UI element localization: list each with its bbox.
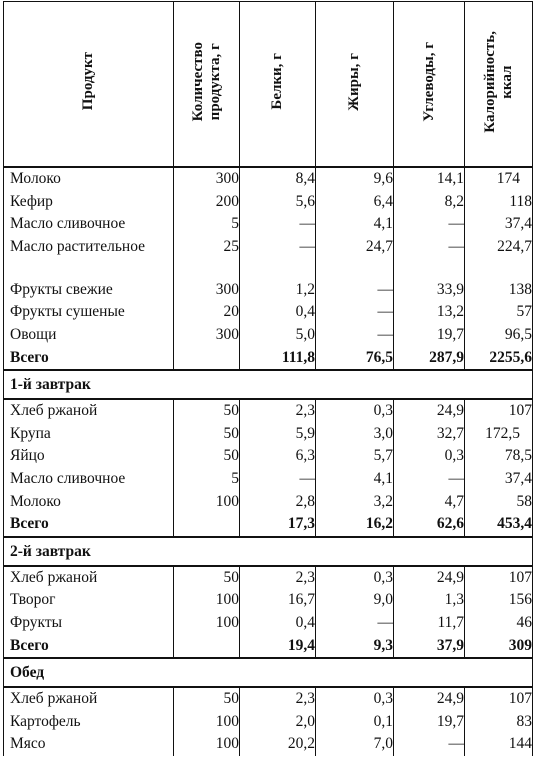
cell-calories: 57 [465, 301, 533, 324]
cell-carbs: 1,3 [394, 589, 465, 612]
cell-carbs: 37,9 [394, 635, 465, 659]
cell-fat: 0,1 [316, 711, 394, 734]
cell-fat: 16,2 [316, 513, 394, 537]
cell-protein: — [240, 213, 316, 236]
cell-product: Хлеб ржаной [4, 687, 174, 711]
header-fat [316, 2, 394, 168]
cell-calories: 138 [465, 279, 533, 302]
cell-protein: 5,0 [240, 324, 316, 347]
cell-product: Мясо [4, 733, 174, 756]
cell-protein: 2,8 [240, 491, 316, 514]
header-quantity-label [190, 42, 224, 121]
cell-fat: 7,0 [316, 733, 394, 756]
header-calories-line2: ккал [498, 64, 515, 99]
cell-calories: 118 [465, 191, 533, 214]
table-row [4, 399, 533, 423]
cell-product: Творог [4, 589, 174, 612]
cell-calories: 83 [465, 711, 533, 734]
header-carbs-label: Углеводы, г [420, 41, 437, 122]
cell-carbs: 19,7 [394, 324, 465, 347]
header-fat-label: Жиры, г [346, 52, 362, 111]
cell-total-label: Всего [4, 347, 174, 371]
header-product [4, 2, 174, 168]
cell-calories: 58 [465, 491, 533, 514]
table-row [4, 423, 533, 446]
header-row [4, 2, 533, 168]
header-protein-label: Белки, г [269, 53, 285, 110]
table-row [4, 213, 533, 236]
table-row [4, 589, 533, 612]
cell-carbs: 8,2 [394, 191, 465, 214]
cell-protein: 2,3 [240, 399, 316, 423]
cell-carbs: 13,2 [394, 301, 465, 324]
cell-quantity: 100 [174, 612, 240, 635]
cell-product: Овощи [4, 324, 174, 347]
cell-fat: 6,4 [316, 191, 394, 214]
cell-quantity [174, 635, 240, 659]
cell-quantity: 20 [174, 301, 240, 324]
cell-fat: 76,5 [316, 347, 394, 371]
cell-carbs: 33,9 [394, 279, 465, 302]
cell-calories: 172,5 [465, 423, 533, 446]
cell-carbs: — [394, 468, 465, 491]
cell-protein: 17,3 [240, 513, 316, 537]
table-row [4, 711, 533, 734]
cell-carbs: 24,9 [394, 687, 465, 711]
cell-product: Молоко [4, 491, 174, 514]
section-row [4, 370, 533, 399]
cell-quantity: 50 [174, 566, 240, 590]
cell-quantity: 300 [174, 167, 240, 191]
cell-carbs: 32,7 [394, 423, 465, 446]
cell-quantity: 50 [174, 445, 240, 468]
cell-carbs: — [394, 213, 465, 236]
cell-calories: 2255,6 [465, 347, 533, 371]
cell-calories: 224,7 [465, 236, 533, 279]
cell-carbs: 62,6 [394, 513, 465, 537]
table-row [4, 324, 533, 347]
cell-carbs: — [394, 236, 465, 279]
cell-protein: 6,3 [240, 445, 316, 468]
cell-carbs: 19,7 [394, 711, 465, 734]
total-row [4, 513, 533, 537]
cell-protein: — [240, 236, 316, 279]
cell-quantity: 5 [174, 213, 240, 236]
cell-fat: — [316, 279, 394, 302]
cell-product: Масло сливочное [4, 468, 174, 491]
header-product-label: Продукт [80, 52, 96, 111]
header-quantity-line2: продукта, г [206, 42, 223, 121]
cell-quantity [174, 347, 240, 371]
cell-quantity: 100 [174, 491, 240, 514]
cell-calories: 96,5 [465, 324, 533, 347]
cell-fat: — [316, 301, 394, 324]
cell-quantity: 50 [174, 687, 240, 711]
cell-quantity: 300 [174, 324, 240, 347]
header-quantity-line1: Количество [189, 41, 206, 122]
cell-calories: 453,4 [465, 513, 533, 537]
section-row [4, 537, 533, 566]
cell-quantity: 25 [174, 236, 240, 279]
cell-fat: 3,2 [316, 491, 394, 514]
cell-carbs: 24,9 [394, 566, 465, 590]
header-quantity [174, 2, 240, 168]
cell-quantity: 100 [174, 589, 240, 612]
cell-fat: 0,3 [316, 399, 394, 423]
cell-carbs: 24,9 [394, 399, 465, 423]
cell-protein: 2,0 [240, 711, 316, 734]
table-row [4, 491, 533, 514]
cell-carbs: 0,3 [394, 445, 465, 468]
cell-calories: 37,4 [465, 213, 533, 236]
cell-protein: 111,8 [240, 347, 316, 371]
table-row [4, 191, 533, 214]
cell-protein: 2,3 [240, 566, 316, 590]
cell-product: Масло растительное [4, 236, 174, 279]
cell-product: Хлеб ржаной [4, 399, 174, 423]
cell-calories: 144 [465, 733, 533, 756]
cell-fat: — [316, 324, 394, 347]
table-row [4, 236, 533, 279]
cell-calories: 107 [465, 399, 533, 423]
cell-fat: 0,3 [316, 687, 394, 711]
cell-quantity: 200 [174, 191, 240, 214]
table-row [4, 301, 533, 324]
cell-protein: 0,4 [240, 301, 316, 324]
cell-calories: 309 [465, 635, 533, 659]
cell-calories: 46 [465, 612, 533, 635]
cell-quantity [174, 513, 240, 537]
cell-protein: 2,3 [240, 687, 316, 711]
nutrition-table [3, 1, 533, 756]
section-row [4, 658, 533, 687]
cell-fat: 9,3 [316, 635, 394, 659]
cell-product: Масло сливочное [4, 213, 174, 236]
cell-protein: 19,4 [240, 635, 316, 659]
cell-protein: 16,7 [240, 589, 316, 612]
header-calories [465, 2, 533, 168]
table-row [4, 468, 533, 491]
cell-product: Яйцо [4, 445, 174, 468]
total-row [4, 347, 533, 371]
cell-product: Фрукты [4, 612, 174, 635]
table-row [4, 445, 533, 468]
cell-total-label: Всего [4, 513, 174, 537]
cell-protein: — [240, 468, 316, 491]
cell-fat: 5,7 [316, 445, 394, 468]
cell-calories: 78,5 [465, 445, 533, 468]
cell-product: Кефир [4, 191, 174, 214]
cell-protein: 5,9 [240, 423, 316, 446]
cell-fat: 3,0 [316, 423, 394, 446]
cell-carbs: 4,7 [394, 491, 465, 514]
cell-fat: 4,1 [316, 213, 394, 236]
table-body [4, 167, 533, 756]
cell-calories: 156 [465, 589, 533, 612]
cell-product: Крупа [4, 423, 174, 446]
cell-fat: 9,0 [316, 589, 394, 612]
cell-quantity: 50 [174, 399, 240, 423]
cell-product: Фрукты сушеные [4, 301, 174, 324]
cell-fat: 4,1 [316, 468, 394, 491]
header-protein [240, 2, 316, 168]
table-row [4, 733, 533, 756]
cell-protein: 1,2 [240, 279, 316, 302]
section-title: Обед [4, 658, 533, 687]
cell-product: Фрукты свежие [4, 279, 174, 302]
cell-protein: 5,6 [240, 191, 316, 214]
cell-carbs: — [394, 733, 465, 756]
cell-protein: 8,4 [240, 167, 316, 191]
cell-total-label: Всего [4, 635, 174, 659]
cell-carbs: 11,7 [394, 612, 465, 635]
cell-carbs: 14,1 [394, 167, 465, 191]
cell-fat: 24,7 [316, 236, 394, 279]
cell-quantity: 300 [174, 279, 240, 302]
header-calories-line1: Калорийность, [481, 30, 498, 133]
table-row [4, 279, 533, 302]
cell-quantity: 100 [174, 711, 240, 734]
table-row [4, 687, 533, 711]
header-calories-label [482, 31, 516, 133]
cell-protein: 20,2 [240, 733, 316, 756]
cell-product: Картофель [4, 711, 174, 734]
section-title: 2-й завтрак [4, 537, 533, 566]
cell-fat: 0,3 [316, 566, 394, 590]
table-row [4, 167, 533, 191]
cell-calories: 107 [465, 687, 533, 711]
cell-fat: 9,6 [316, 167, 394, 191]
cell-quantity: 100 [174, 733, 240, 756]
header-carbs [394, 2, 465, 168]
cell-product: Хлеб ржаной [4, 566, 174, 590]
total-row [4, 635, 533, 659]
cell-quantity: 5 [174, 468, 240, 491]
cell-fat: — [316, 612, 394, 635]
cell-protein: 0,4 [240, 612, 316, 635]
cell-calories: 37,4 [465, 468, 533, 491]
cell-carbs: 287,9 [394, 347, 465, 371]
cell-quantity: 50 [174, 423, 240, 446]
section-title: 1-й завтрак [4, 370, 533, 399]
table-row [4, 566, 533, 590]
cell-calories: 174 [465, 167, 533, 191]
cell-product: Молоко [4, 167, 174, 191]
table-row [4, 612, 533, 635]
cell-calories: 107 [465, 566, 533, 590]
